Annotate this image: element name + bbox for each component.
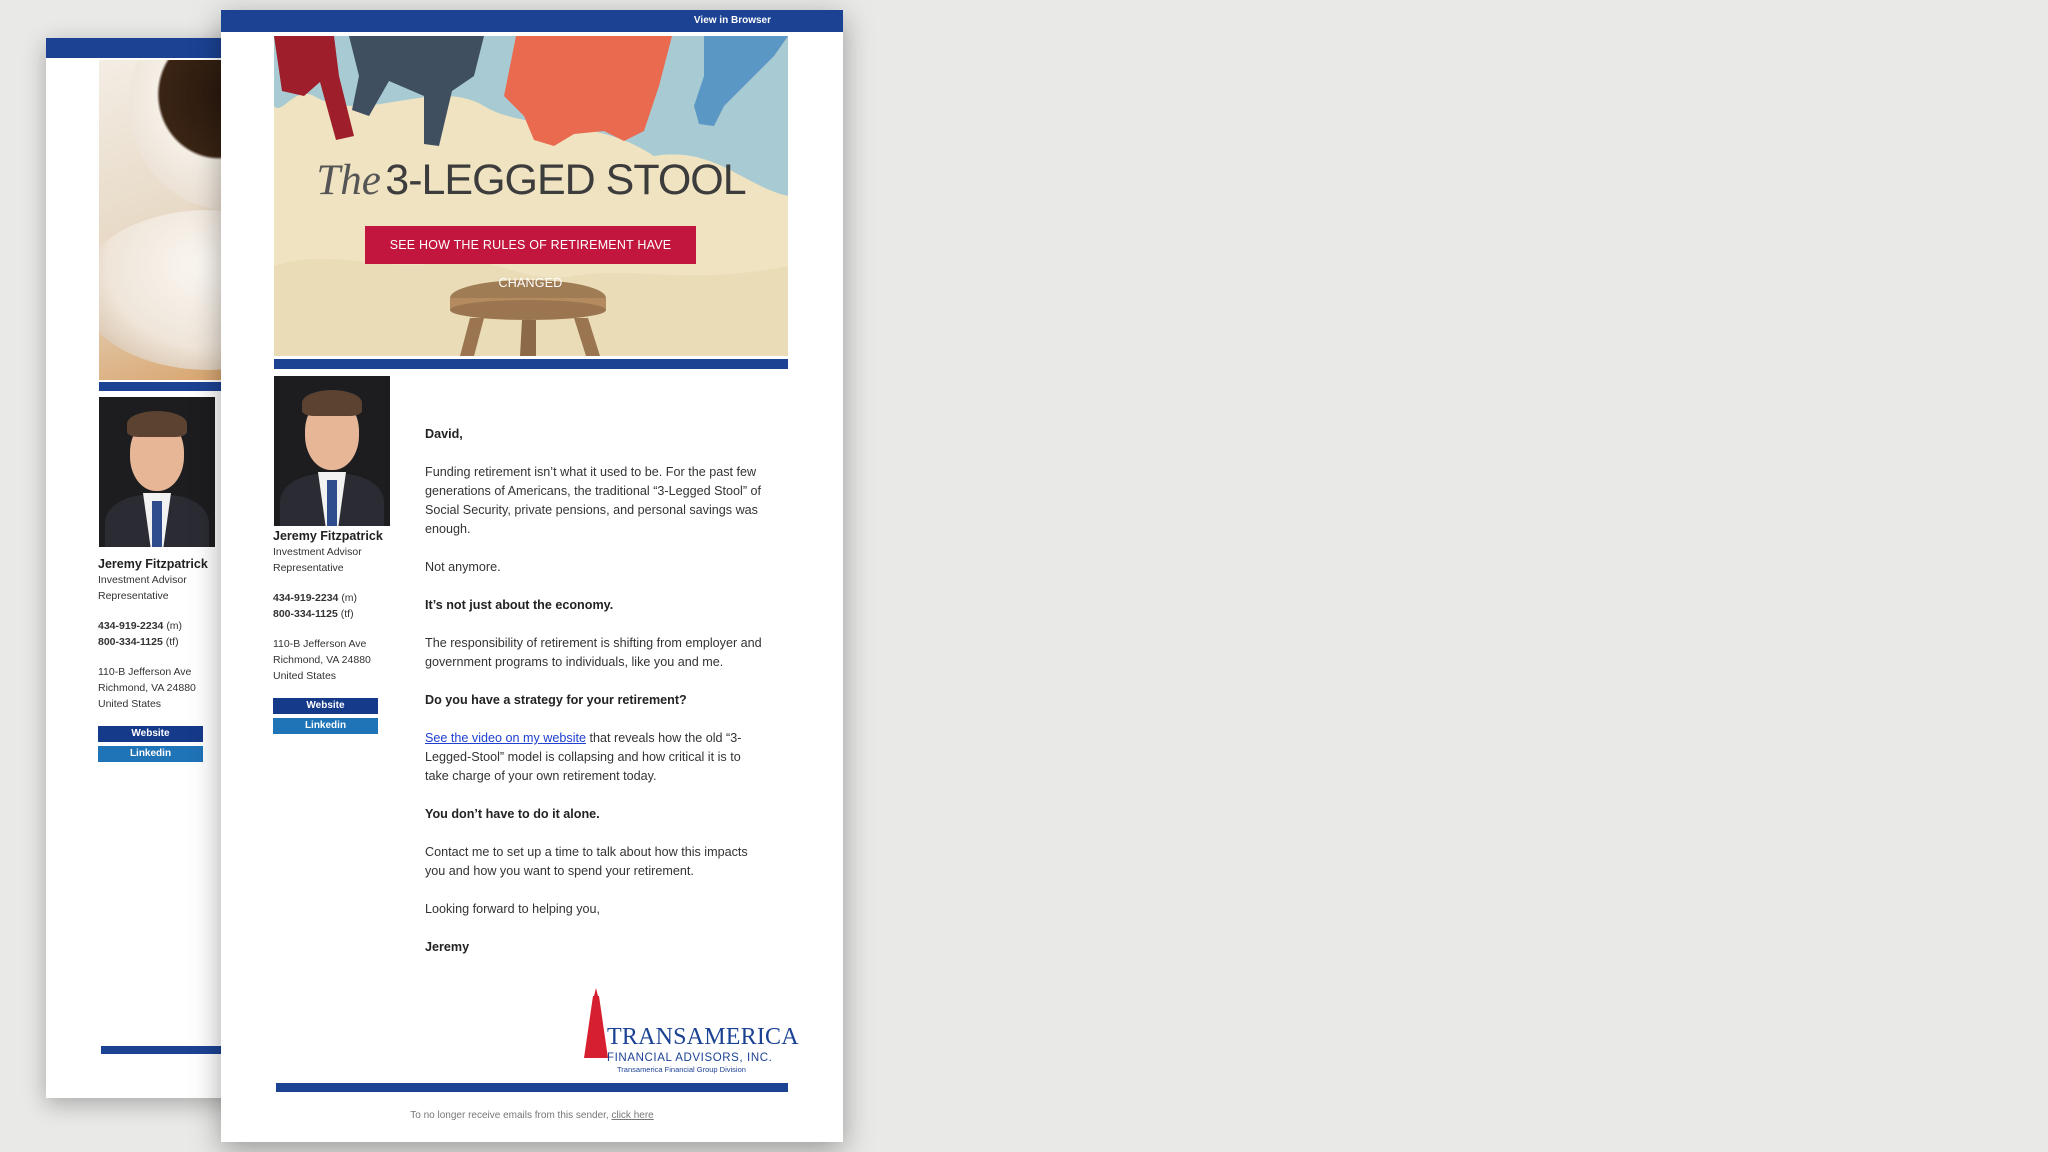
back-advisor-title-2: Representative	[98, 590, 169, 602]
address-line-2: Richmond, VA 24880	[273, 654, 371, 666]
body-heading-economy: It’s not just about the economy.	[425, 598, 614, 612]
greeting: David,	[425, 427, 463, 441]
logo-division: Transamerica Financial Group Division	[617, 1065, 746, 1074]
unsubscribe-label: To no longer receive emails from this sender,	[410, 1110, 609, 1121]
photo-tie	[327, 480, 337, 526]
hero-title-prefix: The	[316, 157, 381, 204]
photo-hair	[302, 390, 362, 416]
email-header-bar	[221, 10, 843, 32]
body-heading-strategy: Do you have a strategy for your retirement?	[425, 693, 687, 707]
signoff: Jeremy	[425, 940, 470, 954]
email-footer-bar	[276, 1083, 788, 1092]
body-paragraph-4: The responsibility of retirement is shifting from employer and government programs to individuals, like you and me.	[425, 636, 762, 669]
back-advisor-name: Jeremy Fitzpatrick	[98, 557, 208, 571]
retirement-rules-cta-button[interactable]: SEE HOW THE RULES OF RETIREMENT HAVE CHANGED	[365, 226, 696, 264]
email-preview	[221, 10, 843, 1142]
phone-mobile: 434-919-2234 (m)	[273, 592, 358, 604]
back-address-line-2: Richmond, VA 24880	[98, 682, 196, 694]
view-in-browser-link[interactable]: View in Browser	[693, 15, 771, 26]
website-button[interactable]: Website	[273, 698, 378, 714]
linkedin-button[interactable]: Linkedin	[273, 718, 378, 734]
body-heading-alone: You don’t have to do it alone.	[425, 807, 600, 821]
video-link[interactable]: See the video on my website	[425, 731, 587, 745]
back-linkedin-button[interactable]: Linkedin	[98, 746, 203, 762]
back-advisor-photo	[99, 397, 215, 547]
body-paragraph-2: Not anymore.	[425, 560, 501, 574]
email-body	[425, 425, 765, 976]
hero-title-main: 3-LEGGED STOOL	[385, 156, 746, 204]
phone-tollfree: 800-334-1125 (tf)	[273, 608, 354, 620]
back-phone-mobile: 434-919-2234 (m)	[98, 620, 183, 632]
back-advisor-title-1: Investment Advisor	[98, 574, 187, 586]
body-paragraph-6-rest: that reveals how the old “3-Legged-Stool” model is collapsing and how critical it is to take charge of your own retirement today.	[425, 731, 742, 783]
body-paragraph-9: Looking forward to helping you,	[425, 902, 601, 916]
unsubscribe-text	[221, 1110, 843, 1121]
back-advisor-signature	[98, 556, 228, 766]
hero-title	[274, 156, 788, 205]
advisor-name: Jeremy Fitzpatrick	[273, 529, 383, 543]
address-line-1: 110-B Jefferson Ave	[273, 638, 367, 650]
photo-hair	[127, 411, 187, 437]
address-line-3: United States	[273, 670, 337, 682]
back-phone-tollfree: 800-334-1125 (tf)	[98, 636, 179, 648]
back-website-button[interactable]: Website	[98, 726, 203, 742]
body-paragraph-1: Funding retirement isn’t what it used to be. For the past few generations of Americans, the traditional “3-Legged Stool” of Social Security, private pensions, and personal savings was enough.	[425, 465, 762, 536]
hero-divider-bar	[274, 359, 788, 369]
advisor-title-1: Investment Advisor	[273, 546, 362, 558]
photo-tie	[152, 501, 162, 547]
advisor-photo	[274, 376, 390, 526]
body-paragraph-6	[425, 729, 765, 786]
back-address-line-3: United States	[98, 698, 162, 710]
hero-banner	[274, 36, 788, 356]
body-paragraph-8: Contact me to set up a time to talk about how this impacts you and how you want to spend your retirement.	[425, 845, 748, 878]
logo-wordmark: TRANSAMERICA	[607, 1024, 799, 1050]
advisor-signature	[273, 528, 403, 738]
back-address-line-1: 110-B Jefferson Ave	[98, 666, 192, 678]
unsubscribe-link[interactable]: click here	[611, 1110, 654, 1121]
advisor-title-2: Representative	[273, 562, 344, 574]
transamerica-logo	[581, 978, 799, 1074]
logo-subtitle: FINANCIAL ADVISORS, INC.	[607, 1052, 773, 1064]
